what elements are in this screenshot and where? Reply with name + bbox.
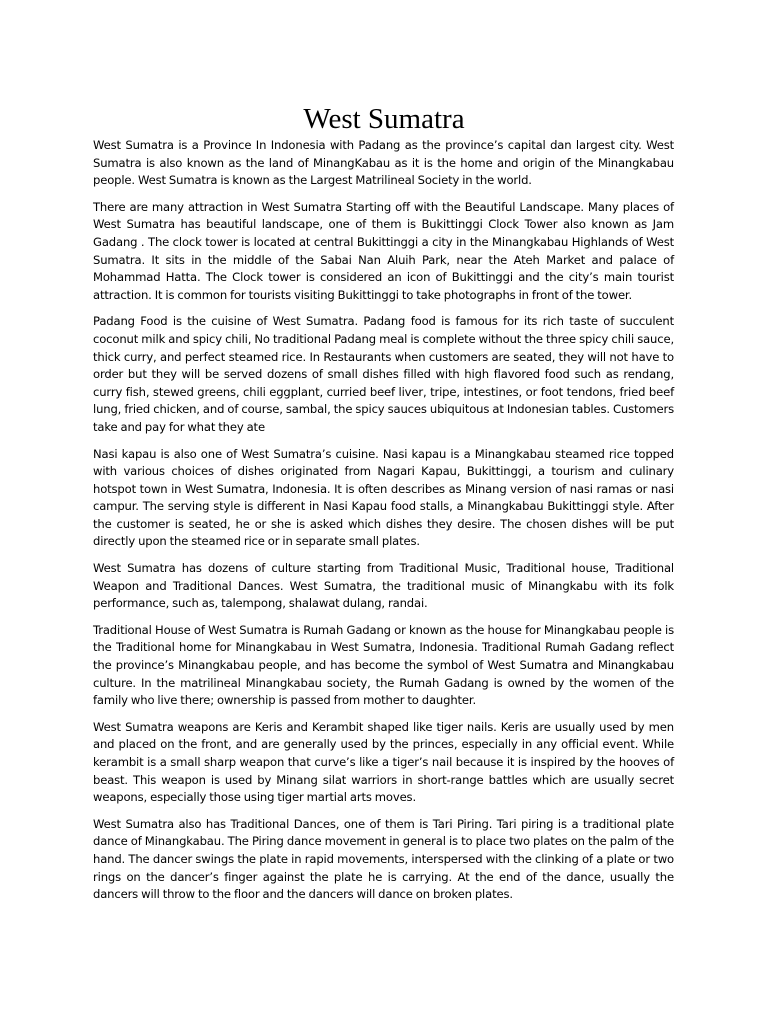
document-title: West Sumatra: [303, 103, 465, 135]
paragraph-padang-food: Padang Food is the cuisine of West Sumatra. Padang food is famous for its rich taste of succulent coconut milk and spicy chili, No traditional Padang meal is complete without the three spicy chili sauce, thick curry, and perfect steamed rice. In Restaurants when customers are seated, they will not have to order but they will be served dozens of small dishes filled with high flavored food such as rendang, curry fish, stewed greens, chili eggplant, curried beef liver, tripe, intestines, or foot tendons, fried beef lung, fried chicken, and of course, sambal, the spicy sauces ubiquitous at Indonesian tables. Customers take and pay for what they ate: [93, 314, 674, 434]
document-body: [93, 137, 674, 913]
paragraph-dances: West Sumatra also has Traditional Dances, one of them is Tari Piring. Tari piring is a traditional plate dance of Minangkabau. The Piring dance movement in general is to place two plates on the palm of the hand. The dancer swings the plate in rapid movements, interspersed with the clinking of a plate or two rings on the dancer’s finger against the plate he is carrying. At the end of the dance, usually the dancers will throw to the floor and the dancers will dance on broken plates.: [93, 816, 674, 902]
paragraph-attractions: There are many attraction in West Sumatra Starting off with the Beautiful Landscape. Many places of West Sumatra has beautiful landscape, one of them is Bukittinggi Clock Tower also known as Jam Gadang . The clock tower is located at central Bukittinggi a city in the Minangkabau Highlands of West Sumatra. It sits in the middle of the Sabai Nan Aluih Park, near the Ateh Market and palace of Mohammad Hatta. The Clock tower is considered an icon of Bukittinggi and the city’s main tourist attraction. It is common for tourists visiting Bukittinggi to take photographs in front of the tower.: [93, 199, 674, 302]
paragraph-intro: West Sumatra is a Province In Indonesia with Padang as the province’s capital dan largest city. West Sumatra is also known as the land of MinangKabau as it is the home and origin of the Minangkabau people. West Sumatra is known as the Largest Matrilineal Society in the world.: [93, 138, 674, 188]
paragraph-weapons: West Sumatra weapons are Keris and Kerambit shaped like tiger nails. Keris are usually used by men and placed on the front, and are generally used by the princes, especially in any official event. While kerambit is a small sharp weapon that curve’s like a tiger’s nail because it is inspired by the hooves of beast. This weapon is used by Minang silat warriors in short-range battles which are usually secret weapons, especially those using tiger martial arts moves.: [93, 719, 674, 805]
paragraph-culture: West Sumatra has dozens of culture starting from Traditional Music, Traditional house, Traditional Weapon and Traditional Dances. West Sumatra, the traditional music of Minangkabu with its folk performance, such as, talempong, shalawat dulang, randai.: [93, 561, 674, 611]
paragraph-nasi-kapau: Nasi kapau is also one of West Sumatra’s cuisine. Nasi kapau is a Minangkabau steamed rice topped with various choices of dishes originated from Nagari Kapau, Bukittinggi, a tourism and culinary hotspot town in West Sumatra, Indonesia. It is often describes as Minang version of nasi ramas or nasi campur. The serving style is different in Nasi Kapau food stalls, a Minangkabau Bukittinggi style. After the customer is seated, he or she is asked which dishes they desire. The chosen dishes will be put directly upon the steamed rice or in separate small plates.: [93, 446, 674, 549]
paragraph-traditional-house: Traditional House of West Sumatra is Rumah Gadang or known as the house for Minangkabau people is the Traditional home for Minangkabau in West Sumatra, Indonesia. Traditional Rumah Gadang reflect the province’s Minangkabau people, and has become the symbol of West Sumatra and Minangkabau culture. In the matrilineal Minangkabau society, the Rumah Gadang is owned by the women of the family who live there; ownership is passed from mother to daughter.: [93, 622, 674, 708]
